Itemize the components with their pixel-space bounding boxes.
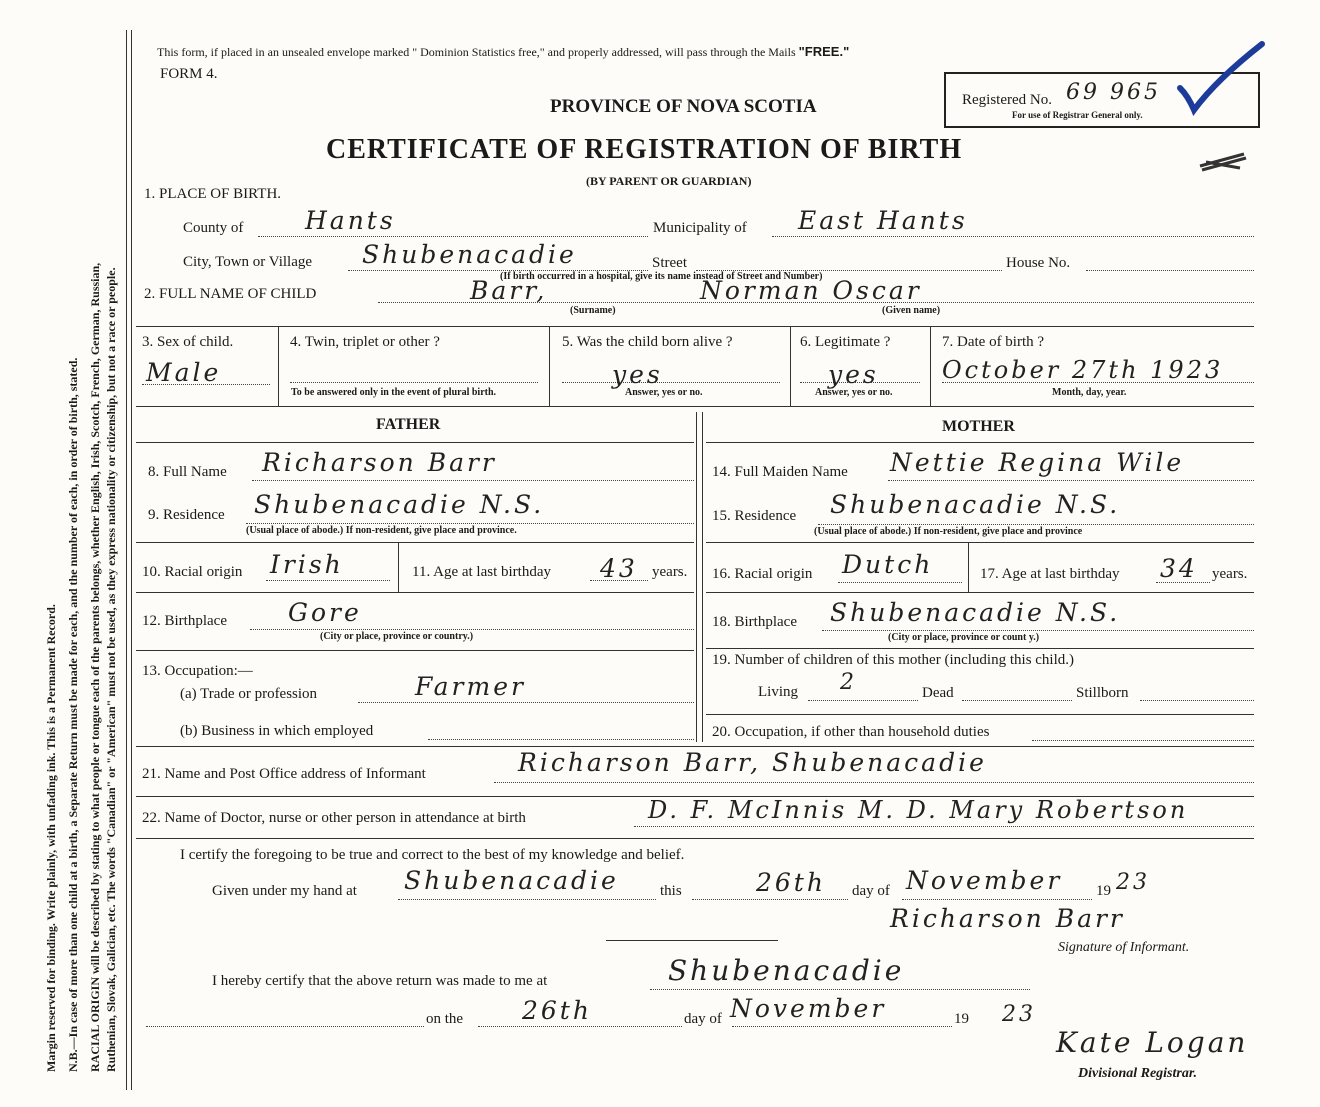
dead-line xyxy=(962,700,1072,701)
mother-residence-note: (Usual place of abode.) If non-resident, give place and province xyxy=(814,526,1083,537)
mother-race-divider xyxy=(968,542,969,592)
sex-label: 3. Sex of child. xyxy=(142,334,234,350)
col-rule-4 xyxy=(930,326,931,406)
page-subtitle: (BY PARENT OR GUARDIAN) xyxy=(586,174,752,188)
house-label: House No. xyxy=(1006,255,1071,271)
on-the-label: on the xyxy=(426,1011,464,1027)
house-line xyxy=(1086,270,1254,271)
mother-age-value: 34 xyxy=(1160,554,1198,583)
twin-line xyxy=(290,382,538,383)
form-number: FORM 4. xyxy=(160,66,218,82)
margin-note-4: Ruthenian, Slovak, Galician, etc. The words "Canadian" or "American" must not be used, as they express nationality or citizenship, but not a race or people. xyxy=(104,267,118,1072)
legit-label: 6. Legitimate ? xyxy=(800,334,891,350)
doctor-value: D. F. McInnis M. D. Mary Robertson xyxy=(648,796,1189,824)
father-race-line xyxy=(266,580,390,581)
surname-caption: (Surname) xyxy=(570,305,616,316)
mother-heading: MOTHER xyxy=(942,418,1015,435)
dob-value: October 27th 1923 xyxy=(942,356,1224,384)
given-caption: (Given name) xyxy=(882,305,941,316)
this-label: this xyxy=(660,883,682,899)
short-rule xyxy=(606,940,778,941)
given-place-value: Shubenacadie xyxy=(404,866,619,895)
father-residence-label: 9. Residence xyxy=(148,507,225,523)
mother-residence-line xyxy=(818,524,1254,525)
place-heading: 1. PLACE OF BIRTH. xyxy=(144,186,282,202)
center-rule-2 xyxy=(702,412,703,742)
father-heading-rule xyxy=(136,442,694,443)
month2-value: November xyxy=(730,994,887,1023)
month2-line xyxy=(732,1026,952,1027)
dob-label: 7. Date of birth ? xyxy=(942,334,1045,350)
mother-race-value: Dutch xyxy=(842,550,934,579)
living-line xyxy=(808,700,918,701)
registrar-place-line xyxy=(650,989,1030,990)
mother-name-label: 14. Full Maiden Name xyxy=(712,464,848,480)
legit-note: Answer, yes or no. xyxy=(815,387,893,398)
father-name-value: Richarson Barr xyxy=(262,448,497,477)
year2-value: 23 xyxy=(1002,1002,1036,1027)
dob-note: Month, day, year. xyxy=(1052,387,1127,398)
father-name-label: 8. Full Name xyxy=(148,464,227,480)
father-age-label: 11. Age at last birthday xyxy=(412,564,551,580)
margin-note-3: RACIAL ORIGIN will be described by stating to what people or tongue each of the parents belongs, whether English, Irish, Scotch, French, German, Russian, xyxy=(88,262,102,1072)
day1-line xyxy=(692,899,848,900)
margin-rule-2 xyxy=(131,30,132,1090)
mother-race-line xyxy=(838,582,962,583)
street-label: Street xyxy=(652,255,687,271)
year1-value: 23 xyxy=(1116,870,1150,895)
mother-age-label: 17. Age at last birthday xyxy=(980,566,1120,582)
free-label: "FREE." xyxy=(798,44,850,59)
page-title: CERTIFICATE OF REGISTRATION OF BIRTH xyxy=(326,134,963,165)
child-given-name: Norman Oscar xyxy=(700,276,922,305)
city-label: City, Town or Village xyxy=(183,254,313,270)
informant-label: 21. Name and Post Office address of Informant xyxy=(142,766,426,782)
certify-text: I certify the foregoing to be true and correct to the best of my knowledge and belief. xyxy=(180,847,685,863)
stillborn-line xyxy=(1140,700,1254,701)
margin-note-2: N.B.—In case of more than one child at a birth, a Separate Return must be made for each, and the number of each, in order of birth, stated. xyxy=(66,357,80,1072)
parents-bottom-rule xyxy=(136,746,1254,747)
father-birthplace-note: (City or place, province or country.) xyxy=(320,631,474,642)
children-label: 19. Number of children of this mother (including this child.) xyxy=(712,652,1075,668)
row-rule-top xyxy=(136,326,1254,327)
hospital-note: (If birth occurred in a hospital, give its name instead of Street and Number) xyxy=(500,271,823,282)
registrar-text: I hereby certify that the above return was made to me at xyxy=(212,973,548,989)
day2-line xyxy=(478,1026,682,1027)
mother-residence-value: Shubenacadie N.S. xyxy=(830,490,1121,519)
year1-prefix: 19 xyxy=(1096,883,1111,899)
mother-row-rule-2 xyxy=(706,592,1254,593)
mother-birthplace-note: (City or place, province or count y.) xyxy=(888,632,1040,643)
twin-note: To be answered only in the event of plural birth. xyxy=(291,387,497,398)
father-occupation-label: 13. Occupation:— xyxy=(142,663,253,679)
father-row-rule-3 xyxy=(136,650,694,651)
doctor-rule xyxy=(136,838,1254,839)
margin-note-1: Margin reserved for binding. Write plainly, with unfading ink. This is a Permanent Record. xyxy=(44,604,58,1072)
registrar-note: For use of Registrar General only. xyxy=(1012,110,1143,120)
father-trade-label: (a) Trade or profession xyxy=(180,686,318,702)
county-line xyxy=(258,236,648,237)
mother-race-label: 16. Racial origin xyxy=(712,566,813,582)
alive-label: 5. Was the child born alive ? xyxy=(562,334,733,350)
col-rule-2 xyxy=(549,326,550,406)
registrar-signature: Kate Logan xyxy=(1056,1026,1249,1059)
checkmark-icon xyxy=(1176,40,1266,120)
given-place-line xyxy=(398,899,656,900)
doctor-line xyxy=(634,826,1254,827)
scribble-mark-icon xyxy=(1196,148,1250,174)
margin-rule xyxy=(126,30,127,1090)
father-race-label: 10. Racial origin xyxy=(142,564,243,580)
father-birthplace-value: Gore xyxy=(288,598,362,627)
center-rule-1 xyxy=(696,412,697,742)
signature-caption: Signature of Informant. xyxy=(1058,940,1190,955)
mother-birthplace-label: 18. Birthplace xyxy=(712,614,797,630)
father-business-label: (b) Business in which employed xyxy=(180,723,374,739)
father-birthplace-label: 12. Birthplace xyxy=(142,613,227,629)
mother-row-rule-4 xyxy=(706,714,1254,715)
day2-value: 26th xyxy=(522,996,592,1025)
mother-occupation-label: 20. Occupation, if other than household duties xyxy=(712,724,990,740)
registrar-caption: Divisional Registrar. xyxy=(1078,1066,1198,1081)
month1-line xyxy=(902,899,1092,900)
father-trade-value: Farmer xyxy=(415,672,526,701)
dayof-label-1: day of xyxy=(852,883,890,899)
mother-years-label: years. xyxy=(1212,566,1248,582)
city-value: Shubenacadie xyxy=(362,240,577,269)
alive-value: yes xyxy=(612,360,663,389)
child-surname: Barr, xyxy=(470,276,548,305)
living-label: Living xyxy=(758,684,798,700)
father-residence-value: Shubenacadie N.S. xyxy=(254,490,545,519)
doctor-label: 22. Name of Doctor, nurse or other person in attendance at birth xyxy=(142,810,526,826)
father-age-value: 43 xyxy=(600,554,638,583)
mother-row-rule-1 xyxy=(706,542,1254,543)
legit-value: yes xyxy=(828,360,879,389)
mother-birthplace-line xyxy=(822,630,1254,631)
mother-occupation-line xyxy=(1032,740,1254,741)
informant-line xyxy=(494,782,1254,783)
col-rule-1 xyxy=(278,326,279,406)
registered-label: Registered No. xyxy=(962,92,1052,108)
father-race-divider xyxy=(398,542,399,592)
mother-name-value: Nettie Regina Wile xyxy=(890,448,1185,477)
father-business-line xyxy=(428,739,694,740)
mother-heading-rule xyxy=(706,442,1254,443)
mother-row-rule-3 xyxy=(706,648,1254,649)
sex-value: Male xyxy=(146,358,222,387)
informant-value: Richarson Barr, Shubenacadie xyxy=(518,748,987,777)
year2-prefix: 19 xyxy=(954,1011,969,1027)
day1-value: 26th xyxy=(756,868,826,897)
child-name-label: 2. FULL NAME OF CHILD xyxy=(144,286,317,302)
dead-label: Dead xyxy=(922,685,954,701)
living-value: 2 xyxy=(840,670,857,695)
col-rule-3 xyxy=(790,326,791,406)
row-rule-bottom xyxy=(136,406,1254,407)
county-value: Hants xyxy=(305,206,396,235)
mother-birthplace-value: Shubenacadie N.S. xyxy=(830,598,1121,627)
municipality-line xyxy=(772,236,1254,237)
father-years-label: years. xyxy=(652,564,688,580)
month1-value: November xyxy=(906,866,1063,895)
mail-note: This form, if placed in an unsealed envelope marked " Dominion Statistics free," and properly addressed, will pass through the Mails "FREE." xyxy=(157,44,850,59)
father-row-rule-2 xyxy=(136,592,694,593)
province-heading: PROVINCE OF NOVA SCOTIA xyxy=(550,96,817,117)
alive-line xyxy=(562,382,780,383)
father-name-line xyxy=(252,480,694,481)
on-the-lead-line xyxy=(146,1026,424,1027)
municipality-value: East Hants xyxy=(798,206,968,235)
stillborn-label: Stillborn xyxy=(1076,685,1129,701)
father-race-value: Irish xyxy=(270,550,344,579)
father-heading: FATHER xyxy=(376,416,441,433)
informant-signature: Richarson Barr xyxy=(890,904,1125,933)
father-row-rule-1 xyxy=(136,542,694,543)
given-under-label: Given under my hand at xyxy=(212,883,357,899)
father-residence-line xyxy=(246,523,694,524)
county-label: County of xyxy=(183,220,244,236)
municipality-label: Municipality of xyxy=(653,220,747,236)
dayof-label-2: day of xyxy=(684,1011,722,1027)
registered-number: 69 965 xyxy=(1066,80,1161,105)
father-trade-line xyxy=(358,702,694,703)
registrar-place-value: Shubenacadie xyxy=(668,954,905,987)
alive-note: Answer, yes or no. xyxy=(625,387,703,398)
father-residence-note: (Usual place of abode.) If non-resident, give place and province. xyxy=(246,525,517,536)
mother-name-line xyxy=(888,480,1254,481)
father-birthplace-line xyxy=(250,629,694,630)
twin-label: 4. Twin, triplet or other ? xyxy=(290,334,440,350)
mother-residence-label: 15. Residence xyxy=(712,508,797,524)
